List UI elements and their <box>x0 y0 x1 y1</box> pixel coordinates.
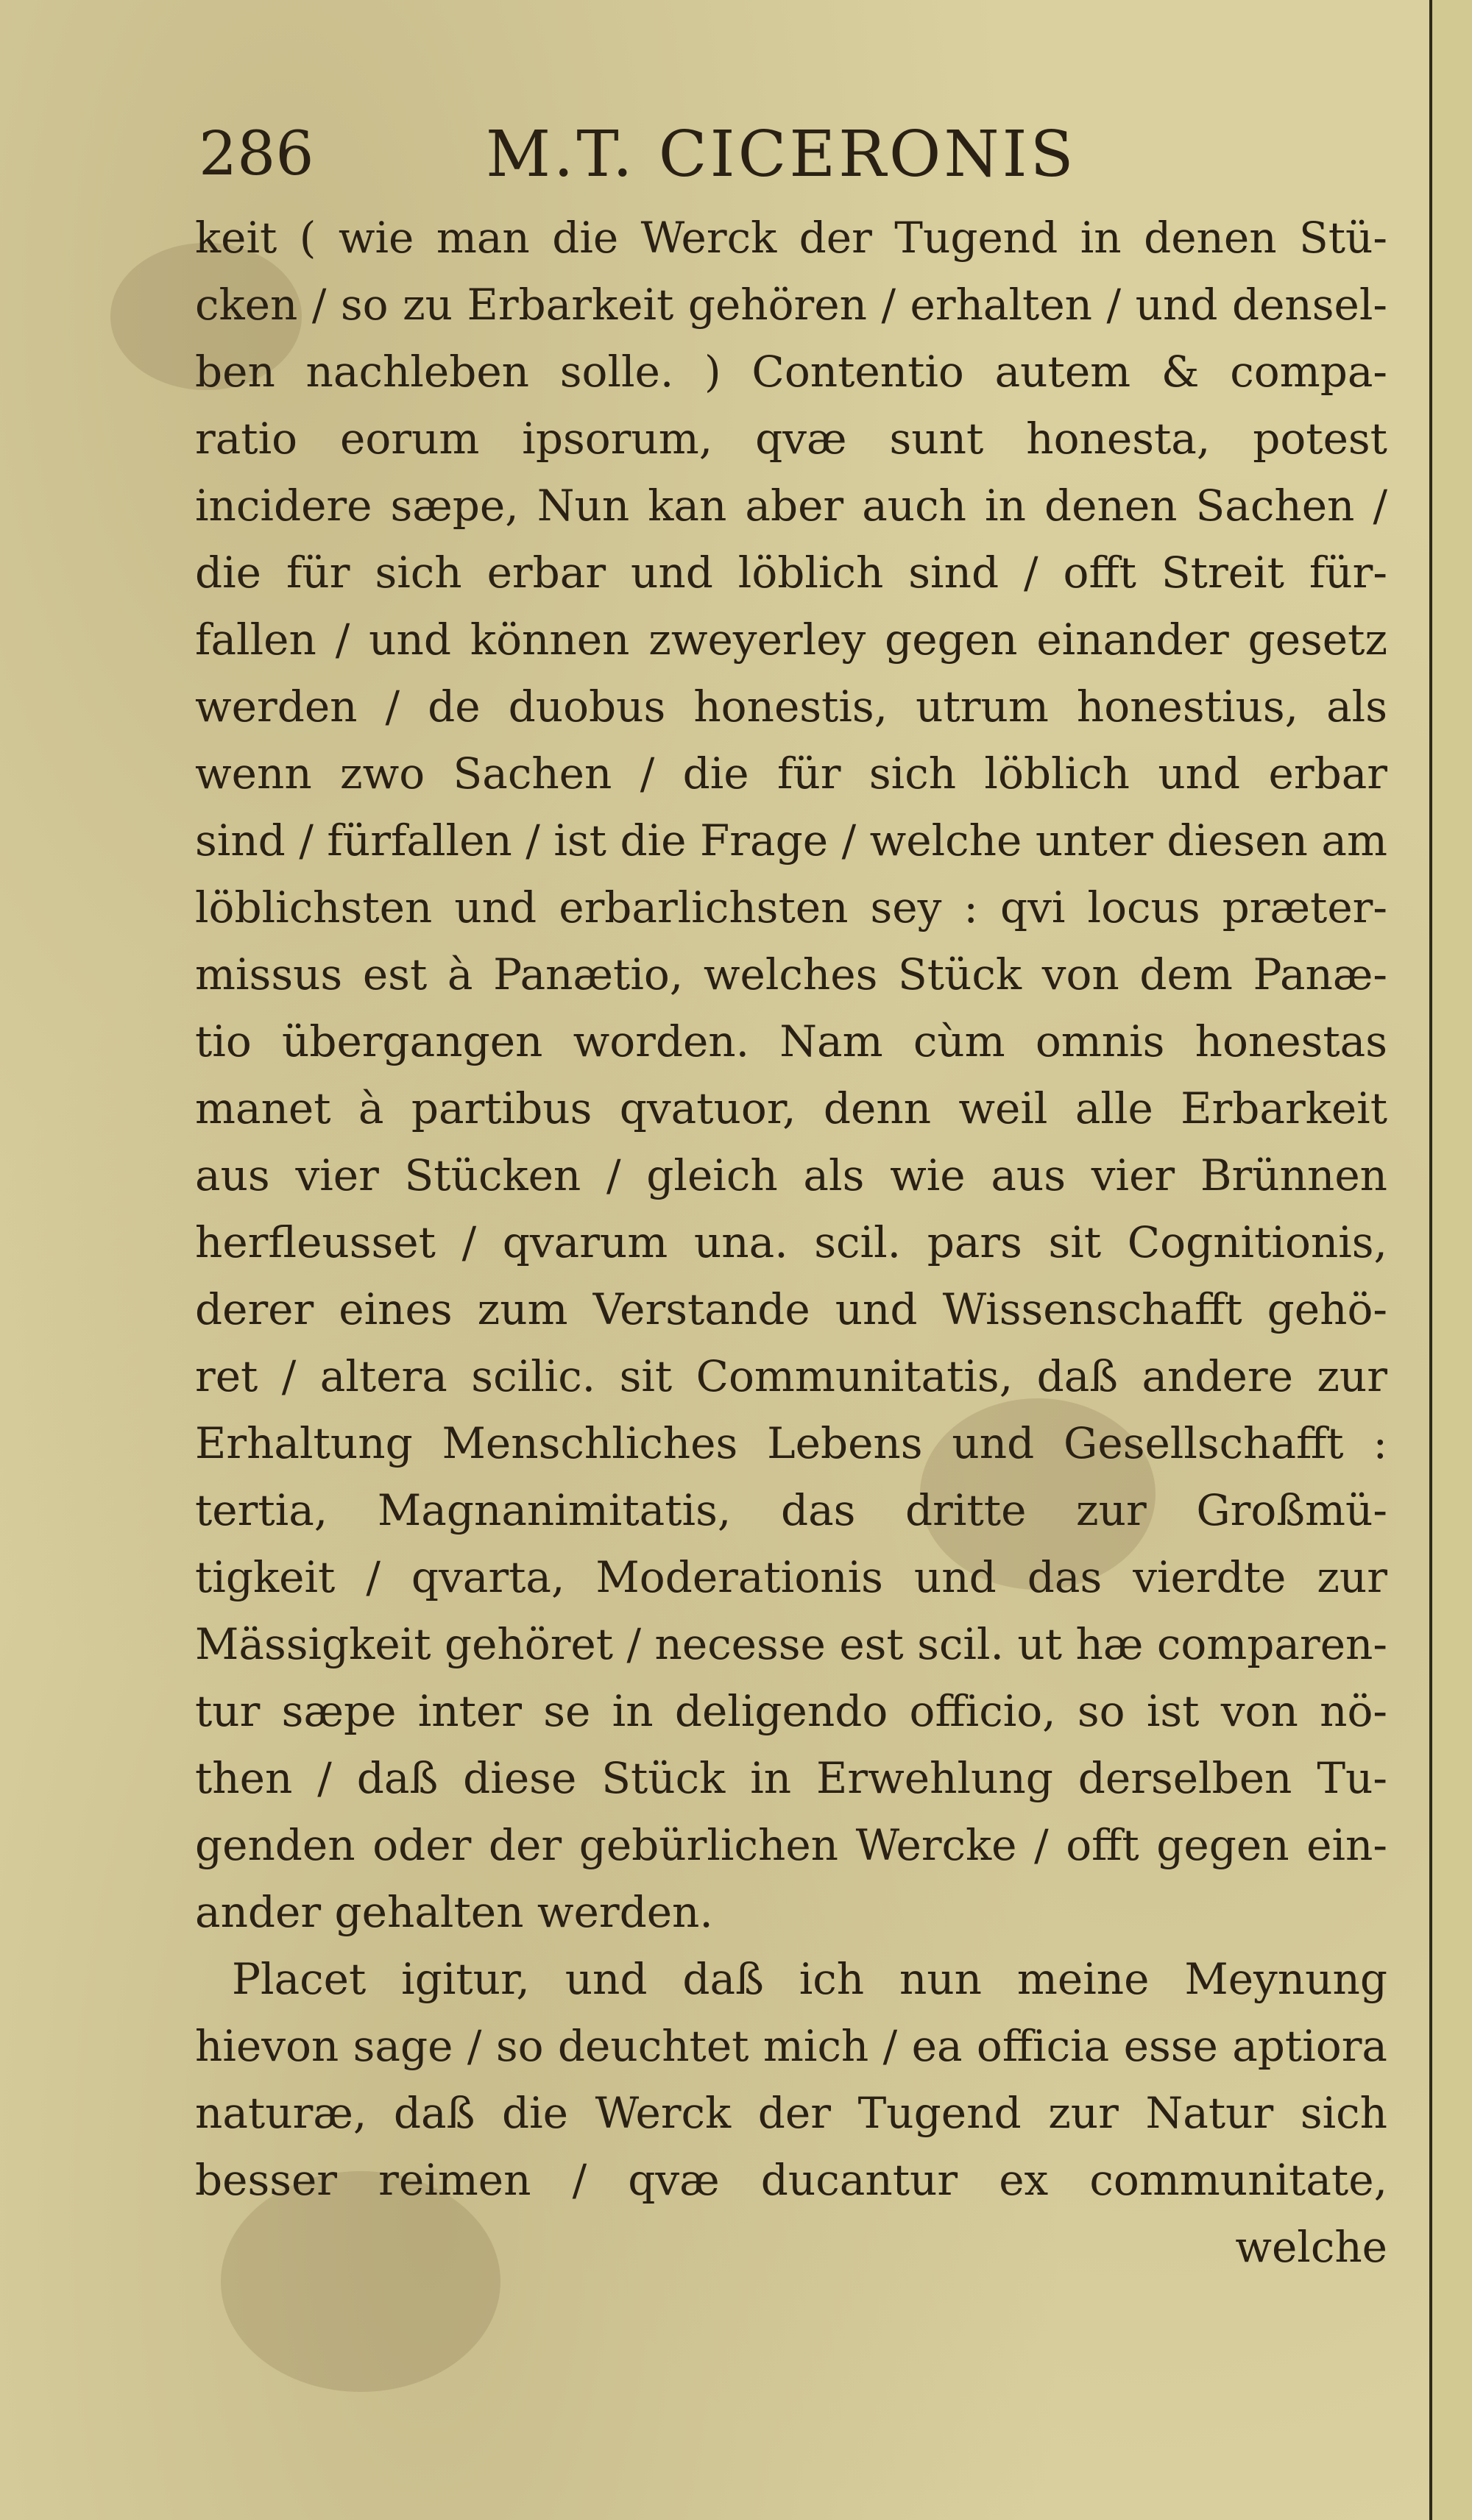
text-line: löblichsten und erbarlichsten sey : qvi locus præter- <box>195 882 1387 932</box>
text-line: genden oder der gebürlichen Wercke / offt gegen ein- <box>195 1820 1387 1870</box>
running-head: M.T. CICERONIS <box>486 118 1077 191</box>
text-line: ret / altera scilic. sit Communitatis, daß andere zur <box>195 1351 1387 1401</box>
text-line: die für sich erbar und löblich sind / offt Streit für- <box>195 548 1387 598</box>
text-line: cken / so zu Erbarkeit gehören / erhalten / und densel- <box>195 280 1387 330</box>
page-number: 286 <box>199 119 314 189</box>
text-line: ratio eorum ipsorum, qvæ sunt honesta, potest <box>195 414 1387 464</box>
text-line: ben nachleben solle. ) Contentio autem & compa- <box>195 347 1387 397</box>
text-line: tigkeit / qvarta, Moderationis und das vierdte zur <box>195 1552 1387 1602</box>
text-line: tur sæpe inter se in deligendo officio, so ist von nö- <box>195 1686 1387 1736</box>
catchword: welche <box>1235 2222 1387 2272</box>
text-line: Mässigkeit gehöret / necesse est scil. ut hæ comparen- <box>195 1619 1387 1669</box>
text-line: werden / de duobus honestis, utrum honestius, als <box>195 682 1387 732</box>
text-line: derer eines zum Verstande und Wissenschafft gehö- <box>195 1284 1387 1334</box>
body-text <box>195 205 1387 2281</box>
page-edge-rule <box>1429 0 1432 2520</box>
text-line: then / daß diese Stück in Erwehlung derselben Tu- <box>195 1753 1387 1803</box>
text-line: aus vier Stücken / gleich als wie aus vier Brünnen <box>195 1150 1387 1200</box>
text-line: naturæ, daß die Werck der Tugend zur Natur sich <box>195 2088 1387 2138</box>
text-line: incidere sæpe, Nun kan aber auch in denen Sachen / <box>195 481 1387 531</box>
text-line: Erhaltung Menschliches Lebens und Gesellschafft : <box>195 1418 1387 1468</box>
text-line: ander gehalten werden. <box>195 1887 713 1937</box>
text-line: wenn zwo Sachen / die für sich löblich und erbar <box>195 748 1387 799</box>
text-line: besser reimen / qvæ ducantur ex communitate, <box>195 2155 1387 2205</box>
text-line: fallen / und können zweyerley gegen einander gesetz <box>195 615 1387 665</box>
paragraph-start-line: Placet igitur, und daß ich nun meine Meynung <box>232 1954 1387 2004</box>
text-line: sind / fürfallen / ist die Frage / welche unter diesen am <box>195 815 1387 866</box>
text-line: tio übergangen worden. Nam cùm omnis honestas <box>195 1016 1387 1066</box>
text-line: hievon sage / so deuchtet mich / ea officia esse aptiora <box>195 2021 1387 2071</box>
text-line: manet à partibus qvatuor, denn weil alle Erbarkeit <box>195 1083 1387 1133</box>
text-line: herfleusset / qvarum una. scil. pars sit Cognitionis, <box>195 1217 1387 1267</box>
text-line: missus est à Panætio, welches Stück von dem Panæ- <box>195 949 1387 999</box>
adjacent-page-edge <box>1429 0 1472 2520</box>
text-line: keit ( wie man die Werck der Tugend in denen Stü- <box>195 213 1387 263</box>
text-line: tertia, Magnanimitatis, das dritte zur Großmü- <box>195 1485 1387 1535</box>
page-header <box>199 110 1303 199</box>
